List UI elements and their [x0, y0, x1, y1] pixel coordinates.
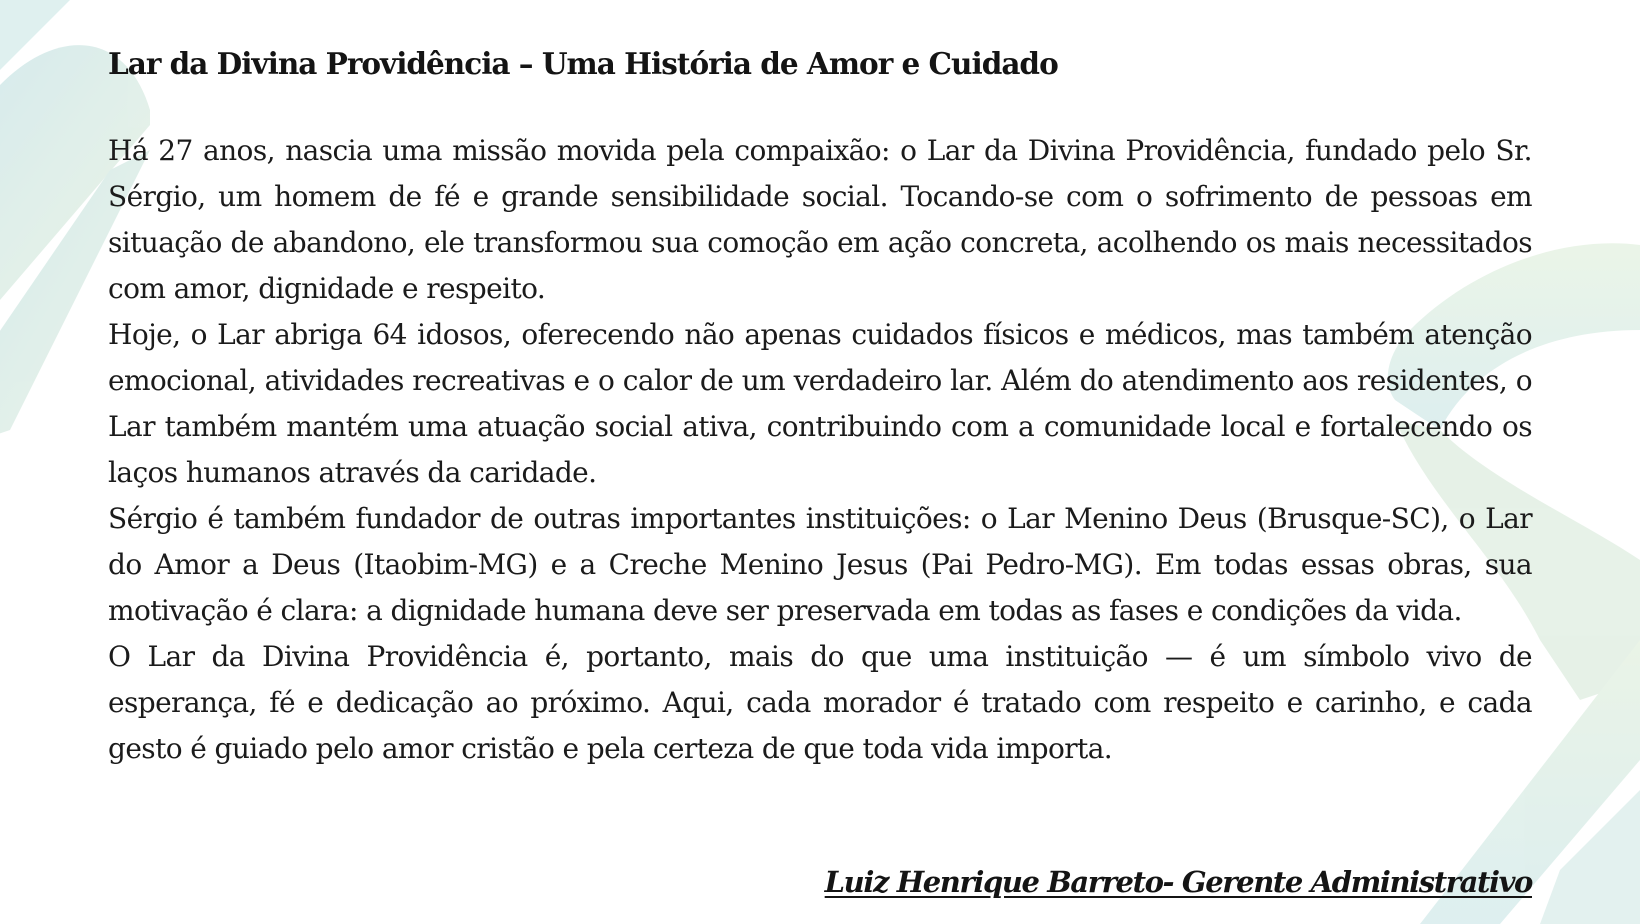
paragraph-conclusion: O Lar da Divina Providência é, portanto, mais do que uma instituição — é um símbolo vivo de esperança, fé e dedicação ao próximo. Aqui, cada morador é tratado com respeito e carinho, e cada gesto é guiado pelo amor cristão e pela certeza de que toda vida importa. — [108, 640, 1532, 765]
paragraph-founder-institutions: Sérgio é também fundador de outras importantes instituições: o Lar Menino Deus (Brusque-SC), o Lar do Amor a Deus (Itaobim-MG) e a Creche Menino Jesus (Pai Pedro-MG). Em todas essas obras, sua motivação é clara: a dignidade humana deve ser preservada em todas as fases e condições da vida. — [108, 502, 1532, 627]
paragraph-history: Há 27 anos, nascia uma missão movida pela compaixão: o Lar da Divina Providência, fundado pelo Sr. Sérgio, um homem de fé e grande sensibilidade social. Tocando-se com o sofrimento de pessoas em situação de abandono, ele transformou sua comoção em ação concreta, acolhendo os mais necessitados com amor, dignidade e respeito. — [108, 134, 1532, 305]
paragraph-today: Hoje, o Lar abriga 64 idosos, oferecendo não apenas cuidados físicos e médicos, mas também atenção emocional, atividades recreativas e o calor de um verdadeiro lar. Além do atendimento aos residentes, o Lar também mantém uma atuação social ativa, contribuindo com a comunidade local e fortalecendo os laços humanos através da caridade. — [108, 318, 1532, 489]
article-text — [108, 128, 1532, 772]
document-body — [108, 38, 1532, 772]
signature: Luiz Henrique Barreto- Gerente Administrativo — [824, 865, 1532, 899]
document-title: Lar da Divina Providência – Uma História de Amor e Cuidado — [108, 46, 1058, 81]
